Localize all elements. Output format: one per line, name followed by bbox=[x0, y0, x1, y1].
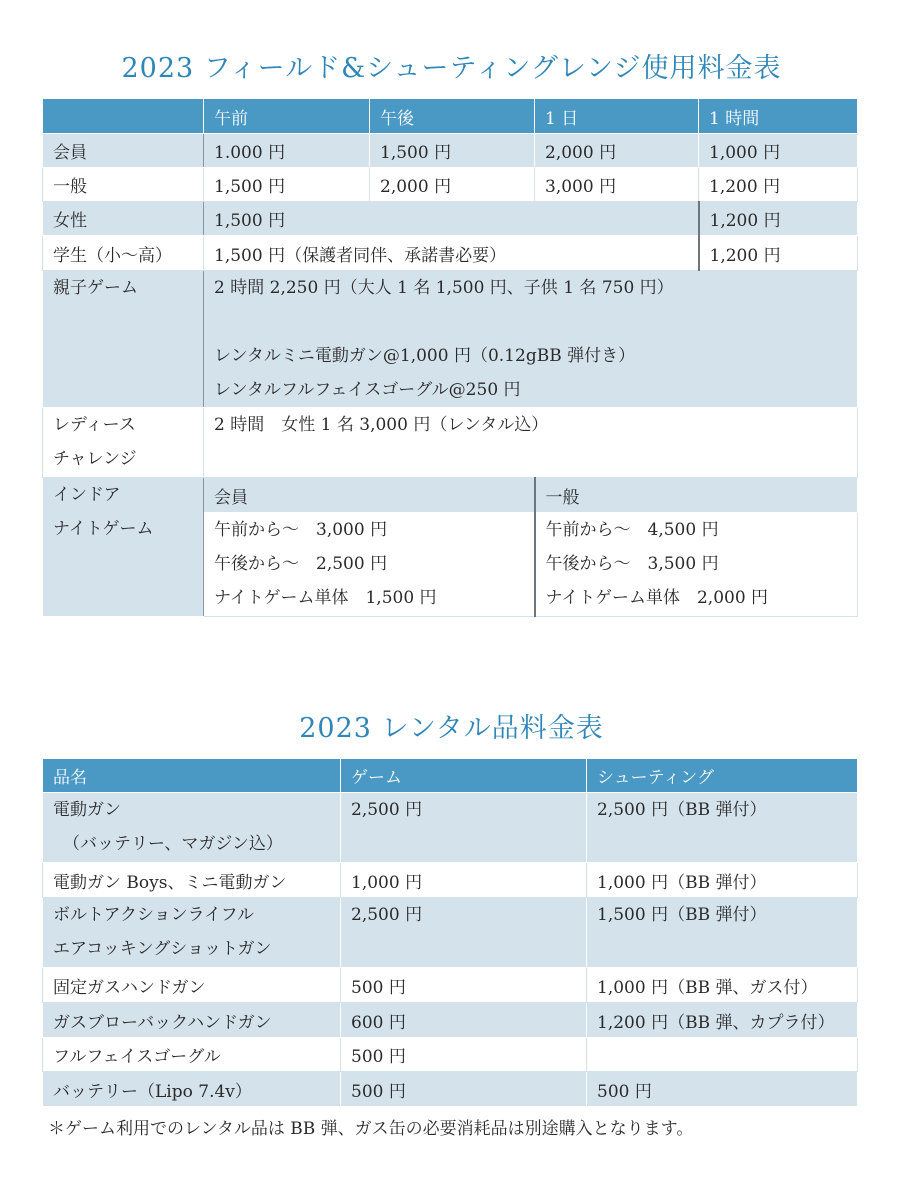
game-price: 1,000 円 bbox=[341, 863, 587, 898]
field-price-title: 2023 フィールド&シューティングレンジ使用料金表 bbox=[121, 53, 782, 84]
rental-header-game: ゲーム bbox=[341, 759, 587, 793]
shooting-price: 1,000 円（BB 弾付） bbox=[587, 863, 858, 898]
indoor-member-header: 会員 bbox=[204, 478, 535, 513]
rental-price-title: 2023 レンタル品料金表 bbox=[299, 713, 604, 744]
game-price: 500 円 bbox=[341, 968, 587, 1003]
rental-row bbox=[43, 1003, 858, 1038]
rental-row bbox=[43, 898, 858, 968]
shooting-price: 1,500 円（BB 弾付） bbox=[587, 898, 858, 968]
rental-row bbox=[43, 1072, 858, 1107]
rental-footnote: ＊ゲーム利用でのレンタル品は BB 弾、ガス缶の必要消耗品は別途購入となります。 bbox=[48, 1119, 694, 1139]
item-name: ガスブローバックハンドガン bbox=[43, 1003, 341, 1038]
field-row-parent-child bbox=[43, 271, 858, 408]
game-price: 2,500 円 bbox=[341, 793, 587, 863]
field-header-am: 午前 bbox=[204, 99, 370, 134]
price-cell: 1,500 円 bbox=[204, 168, 370, 202]
row-label: 親子ゲーム bbox=[43, 271, 204, 408]
row-label: 学生（小〜高） bbox=[43, 236, 204, 271]
rental-row bbox=[43, 1038, 858, 1072]
shooting-price bbox=[587, 1038, 858, 1072]
row-label: 女性 bbox=[43, 202, 204, 236]
price-cell: 1,200 円 bbox=[699, 168, 858, 202]
row-label: 一般 bbox=[43, 168, 204, 202]
shooting-price: 500 円 bbox=[587, 1072, 858, 1107]
field-row-indoor-header bbox=[43, 478, 858, 513]
game-price: 500 円 bbox=[341, 1072, 587, 1107]
field-header-pm: 午後 bbox=[370, 99, 535, 134]
rental-price-table bbox=[42, 758, 858, 1107]
field-row-general bbox=[43, 168, 858, 202]
field-row-ladies bbox=[43, 408, 858, 478]
price-cell: 1,000 円 bbox=[699, 134, 858, 168]
field-row-student bbox=[43, 236, 858, 271]
ladies-detail: 2 時間 女性 1 名 3,000 円（レンタル込） bbox=[204, 408, 858, 478]
price-cell: 2,000 円 bbox=[535, 134, 699, 168]
shooting-price: 1,000 円（BB 弾、ガス付） bbox=[587, 968, 858, 1003]
rental-row bbox=[43, 793, 858, 863]
shooting-price: 2,500 円（BB 弾付） bbox=[587, 793, 858, 863]
rental-header-name: 品名 bbox=[43, 759, 341, 793]
field-header-day: 1 日 bbox=[535, 99, 699, 134]
price-cell: 3,000 円 bbox=[535, 168, 699, 202]
item-name: フルフェイスゴーグル bbox=[43, 1038, 341, 1072]
price-cell: 1,500 円 bbox=[370, 134, 535, 168]
indoor-general-prices: 午前から〜 4,500 円 午後から〜 3,500 円 ナイトゲーム単体 2,000 円 bbox=[535, 513, 858, 617]
item-name: 電動ガン Boys、ミニ電動ガン bbox=[43, 863, 341, 898]
rental-row bbox=[43, 863, 858, 898]
indoor-member-prices: 午前から〜 3,000 円 午後から〜 2,500 円 ナイトゲーム単体 1,500 円 bbox=[204, 513, 535, 617]
price-cell: 1,500 円 bbox=[204, 202, 699, 236]
price-cell: 1,200 円 bbox=[699, 202, 858, 236]
field-row-female bbox=[43, 202, 858, 236]
price-cell: 1.000 円 bbox=[204, 134, 370, 168]
rental-header-shooting: シューティング bbox=[587, 759, 858, 793]
parent-child-detail: 2 時間 2,250 円（大人 1 名 1,500 円、子供 1 名 750 円） レンタルミニ電動ガン@1,000 円（0.12gBB 弾付き） レンタルフルフェイスゴーグル@250 円 bbox=[204, 271, 858, 408]
field-header-blank bbox=[43, 99, 204, 134]
price-cell: 2,000 円 bbox=[370, 168, 535, 202]
shooting-price: 1,200 円（BB 弾、カプラ付） bbox=[587, 1003, 858, 1038]
rental-row bbox=[43, 968, 858, 1003]
item-name: 固定ガスハンドガン bbox=[43, 968, 341, 1003]
price-cell: 1,200 円 bbox=[699, 236, 858, 271]
item-name: 電動ガン （バッテリー、マガジン込） bbox=[43, 793, 341, 863]
row-label: レディース チャレンジ bbox=[43, 408, 204, 478]
field-row-member bbox=[43, 134, 858, 168]
price-cell: 1,500 円（保護者同伴、承諾書必要） bbox=[204, 236, 699, 271]
field-header-hour: 1 時間 bbox=[699, 99, 858, 134]
game-price: 600 円 bbox=[341, 1003, 587, 1038]
row-label: インドア ナイトゲーム bbox=[43, 478, 204, 617]
indoor-general-header: 一般 bbox=[535, 478, 858, 513]
field-price-table bbox=[42, 98, 858, 617]
row-label: 会員 bbox=[43, 134, 204, 168]
item-name: バッテリー（Lipo 7.4v） bbox=[43, 1072, 341, 1107]
item-name: ボルトアクションライフル エアコッキングショットガン bbox=[43, 898, 341, 968]
game-price: 2,500 円 bbox=[341, 898, 587, 968]
game-price: 500 円 bbox=[341, 1038, 587, 1072]
